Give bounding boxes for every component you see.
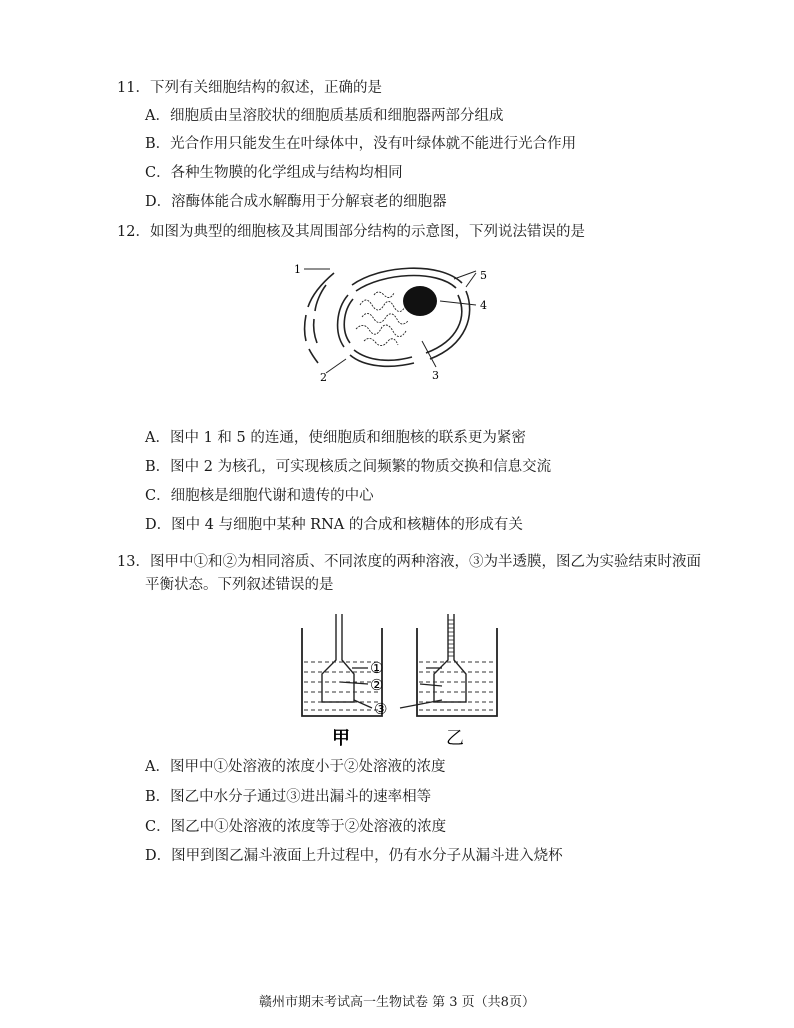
question-13-stem: 13．图甲中①和②为相同溶质、不同浓度的两种溶液，③为半透膜，图乙为实验结束时液面 [117,554,701,570]
q12-option-a: A．图中 1 和 5 的连通，使细胞质和细胞核的联系更为紧密 [145,430,526,446]
label-4: 4 [480,299,487,312]
q12-option-b: B．图中 2 为核孔，可实现核质之间频繁的物质交换和信息交流 [145,459,552,475]
question-11-stem: 11．下列有关细胞结构的叙述，正确的是 [117,80,382,96]
q12-option-d: D．图中 4 与细胞中某种 RNA 的合成和核糖体的形成有关 [145,517,523,533]
label-2: 2 [320,371,327,384]
q13-option-b: B．图乙中水分子通过③进出漏斗的速率相等 [145,789,432,805]
question-13-stem-cont: 平衡状态。下列叙述错误的是 [145,577,334,593]
q13-option-a: A．图甲中①处溶液的浓度小于②处溶液的浓度 [145,759,446,775]
label-1: 1 [294,263,301,276]
q12-option-c: C．细胞核是细胞代谢和遗传的中心 [145,488,374,504]
label-circle-3: ③ [374,700,388,718]
label-circle-1: ① [370,659,384,677]
q11-option-d: D．溶酶体能合成水解酶用于分解衰老的细胞器 [145,194,447,210]
label-5: 5 [480,269,487,282]
caption-yi: 乙 [446,728,464,749]
q11-option-b: B．光合作用只能发生在叶绿体中，没有叶绿体就不能进行光合作用 [145,136,577,152]
label-circle-2: ② [370,676,384,694]
q11-option-a: A．细胞质由呈溶胶状的细胞质基质和细胞器两部分组成 [145,108,504,124]
question-12-stem: 12．如图为典型的细胞核及其周围部分结构的示意图，下列说法错误的是 [117,224,585,240]
caption-jia: 甲 [332,728,350,749]
osmosis-diagram [292,608,502,756]
q13-option-c: C．图乙中①处溶液的浓度等于②处溶液的浓度 [145,819,447,835]
page-footer: 赣州市期末考试高一生物试卷 第 3 页（共8页） [259,995,535,1010]
label-3: 3 [432,369,439,382]
nucleus-diagram [290,255,510,385]
q11-option-c: C．各种生物膜的化学组成与结构均相同 [145,165,403,181]
q13-option-d: D．图甲到图乙漏斗液面上升过程中，仍有水分子从漏斗进入烧杯 [145,848,563,864]
